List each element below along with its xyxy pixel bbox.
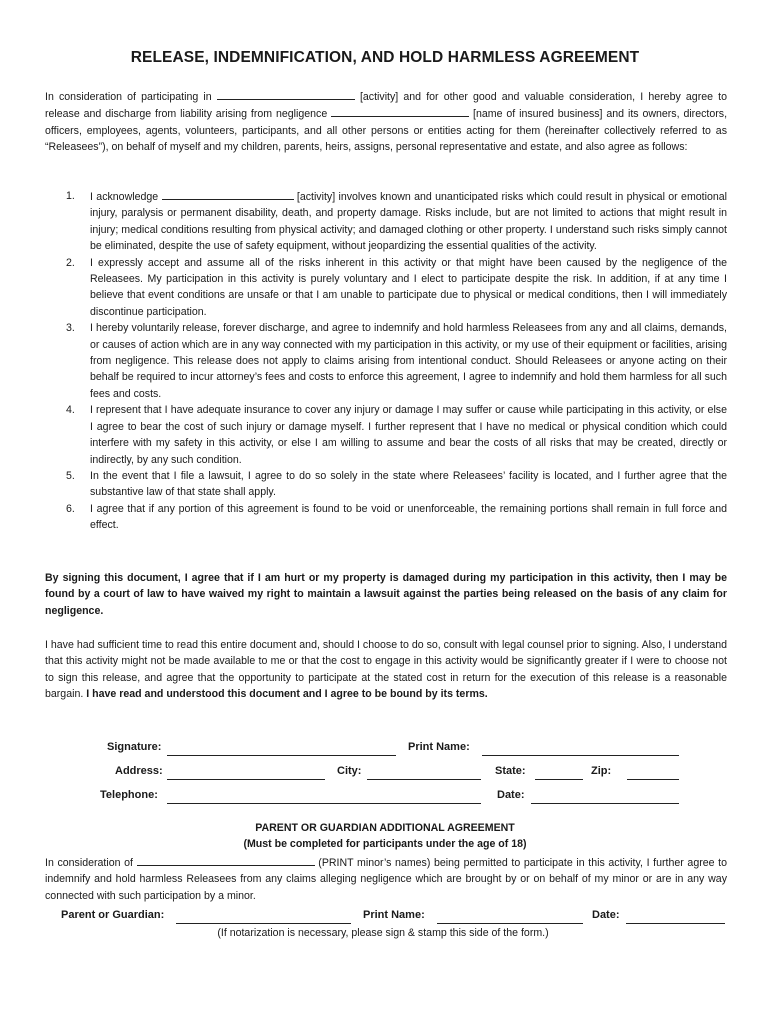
term-number: 5. bbox=[66, 469, 75, 482]
intro-text-3: [name of insured business] and its owners, directors, officers, employees, agents, volunteers, participants, and all other persons or entities acting for them (hereinafter collectively referred to as “Releasees”), on behalf of myself and my children, parents, heirs, assigns, personal representative and estate, and also agree as follows: bbox=[45, 108, 728, 154]
city-label: City: bbox=[337, 765, 362, 777]
term-text: [activity] involves known and unanticipated risks which could result in physical or emotional injury, paralysis or permanent disability, death, and property damage. Risks include, but are not limited to actions that might result in injury; medical conditions resulting from physical activity; and damaged clothing or other property. I understand such risks simply cannot be eliminated, despite the use of safety equipment, without jeopardizing the essential qualities of the activity. bbox=[90, 191, 727, 253]
term-number: 3. bbox=[66, 322, 75, 335]
term-item bbox=[62, 255, 727, 321]
term-number: 4. bbox=[66, 404, 75, 417]
guardian-subheading: (Must be completed for participants under the age of 18) bbox=[243, 838, 527, 850]
term-text: In the event that I file a lawsuit, I agree to do so solely in the state where Releasees’ facility is located, and I further agree that the substantive law of that state shall apply. bbox=[90, 469, 727, 499]
guardian-heading: PARENT OR GUARDIAN ADDITIONAL AGREEMENT bbox=[255, 822, 515, 834]
date-label: Date: bbox=[497, 789, 525, 801]
intro-text-2: [activity] and for other good and valuable consideration, I hereby agree to release and discharge from liability arising from negligence bbox=[45, 91, 727, 121]
signature-line[interactable] bbox=[167, 754, 396, 756]
term-number: 2. bbox=[66, 256, 75, 269]
closing-paragraph bbox=[45, 637, 727, 703]
activity-blank-2[interactable] bbox=[162, 188, 294, 200]
print-name-label: Print Name: bbox=[408, 741, 470, 753]
zip-line[interactable] bbox=[627, 778, 679, 780]
closing-bold-text: I have read and understood this document and I agree to be bound by its terms. bbox=[86, 688, 488, 701]
term-item bbox=[62, 501, 727, 534]
guardian-date-label: Date: bbox=[592, 909, 620, 921]
guardian-paragraph bbox=[45, 854, 727, 904]
date-line[interactable] bbox=[531, 802, 679, 804]
term-item bbox=[62, 320, 727, 402]
parent-guardian-label: Parent or Guardian: bbox=[61, 909, 165, 921]
zip-label: Zip: bbox=[591, 765, 612, 777]
activity-blank[interactable] bbox=[217, 88, 355, 100]
guardian-print-name-line[interactable] bbox=[437, 922, 583, 924]
parent-guardian-line[interactable] bbox=[176, 922, 351, 924]
telephone-line[interactable] bbox=[167, 802, 481, 804]
city-line[interactable] bbox=[367, 778, 481, 780]
term-item bbox=[62, 188, 727, 255]
intro-text-1: In consideration of participating in bbox=[45, 91, 212, 103]
term-text: I hereby voluntarily release, forever discharge, and agree to indemnify and hold harmless Releasees from any and all claims, demands, or causes of action which are in any way connected with my participation in this activity, or my use of their equipment or facilities, arising from negligence. This release does not apply to claims arising from intentional conduct. Should Releasees or anyone acting on their behalf be required to incur attorney’s fees and costs to enforce this agreement, I agree to indemnify and hold them harmless for all such fees and costs. bbox=[90, 322, 727, 400]
term-number: 1. bbox=[66, 190, 75, 202]
closing-text: I have had sufficient time to read this entire document and, should I choose to do so, consult with legal counsel prior to signing. Also, I understand that this activity might not be made available to me or that the cost to engage in this activity would be significantly greater if I were to choose not to sign this release, and agree that the opportunity to participate at the stated cost in return for the execution of this release is a reasonable bargain. bbox=[45, 639, 727, 701]
minor-names-blank[interactable] bbox=[137, 854, 315, 866]
guardian-print-name-label: Print Name: bbox=[363, 909, 425, 921]
term-text: I acknowledge bbox=[90, 191, 159, 203]
term-text: I expressly accept and assume all of the risks inherent in this activity or that might have been caused by the negligence of the Releasees. My participation in this activity is purely voluntary and I elect to participate despite the risk. In addition, if at any time I believe that event conditions are unsafe or that I am unable to participate due to physical or medical conditions, then I will immediately discontinue participation. bbox=[90, 256, 727, 318]
signature-label: Signature: bbox=[107, 741, 162, 753]
notarization-note: (If notarization is necessary, please sign & stamp this side of the form.) bbox=[217, 927, 549, 939]
insured-business-blank[interactable] bbox=[331, 105, 469, 117]
guardian-date-line[interactable] bbox=[626, 922, 725, 924]
term-item bbox=[62, 402, 727, 468]
term-number: 6. bbox=[66, 502, 75, 515]
term-item bbox=[62, 468, 727, 501]
guardian-text-1: In consideration of bbox=[45, 857, 133, 869]
telephone-label: Telephone: bbox=[100, 789, 158, 801]
terms-list bbox=[62, 188, 727, 534]
term-text: I represent that I have adequate insurance to cover any injury or damage I may suffer or cause while participating in this activity, or else I agree to bear the cost of such injury or damage myself. I further represent that I have no medical or physical condition which could interfere with my safety in this activity, or else I am willing to assume and bear the costs of all risks that may be created, directly or indirectly, by any such condition. bbox=[90, 404, 727, 466]
guardian-text-2: (PRINT minor’s names) being permitted to participate in this activity, I further agree to indemnify and hold harmless Releasees from any claims alleging negligence which are brought by or on behalf of my minor or are in any way connected with such participation by a minor. bbox=[45, 857, 728, 902]
term-text: I agree that if any portion of this agreement is found to be void or unenforceable, the remaining portions shall remain in full force and effect. bbox=[90, 502, 727, 532]
state-line[interactable] bbox=[535, 778, 583, 780]
intro-paragraph bbox=[45, 88, 727, 156]
address-line[interactable] bbox=[167, 778, 325, 780]
state-label: State: bbox=[495, 765, 526, 777]
address-label: Address: bbox=[115, 765, 163, 777]
waiver-clause: By signing this document, I agree that if I am hurt or my property is damaged during my participation in this activity, then I may be found by a court of law to have waived my right to maintain a lawsuit against the parties being released on the basis of any claim for negligence. bbox=[45, 572, 727, 617]
print-name-line[interactable] bbox=[482, 754, 679, 756]
document-title: RELEASE, INDEMNIFICATION, AND HOLD HARMLESS AGREEMENT bbox=[130, 49, 640, 66]
